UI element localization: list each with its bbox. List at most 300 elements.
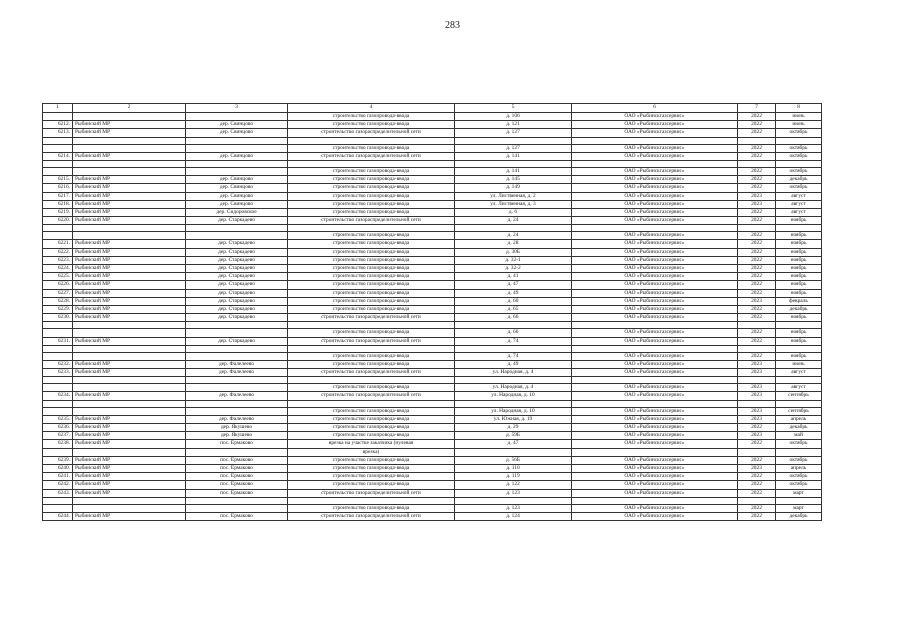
settlement-cell: дер. Сидоровское xyxy=(186,208,288,216)
settlement-cell: пос. Ермаково xyxy=(186,456,288,464)
year-cell: 2022 xyxy=(738,217,776,225)
year-cell: 2023 xyxy=(738,392,776,400)
table-row xyxy=(43,384,822,392)
organization-cell: ОАО «Рыбинскгазсервис» xyxy=(572,256,738,264)
organization-cell: ОАО «Рыбинскгазсервис» xyxy=(572,305,738,313)
district-cell: Рыбинский МР xyxy=(73,456,186,464)
address-cell: д. 122 xyxy=(455,481,572,489)
district-cell xyxy=(73,144,186,152)
organization-cell: ОАО «Рыбинскгазсервис» xyxy=(572,369,738,377)
work-type-cell: строительство газопровода-ввода xyxy=(288,473,455,481)
month-cell: ноябрь xyxy=(776,289,822,297)
settlement-cell: дер. Свинцово xyxy=(186,129,288,137)
organization-cell: ОАО «Рыбинскгазсервис» xyxy=(572,464,738,472)
work-type-cell: строительство газопровода-ввода xyxy=(288,240,455,248)
row-number: 6237. xyxy=(43,432,73,440)
table-row xyxy=(43,289,822,297)
year-cell xyxy=(738,377,776,384)
address-cell: ул. Лиственная, д. 2 xyxy=(455,192,572,200)
work-type-cell: строительство газопровода-ввода xyxy=(288,113,455,121)
table-row xyxy=(43,392,822,400)
district-cell: Рыбинский МР xyxy=(73,208,186,216)
table-row xyxy=(43,322,822,329)
settlement-cell xyxy=(186,377,288,384)
month-cell: октябрь xyxy=(776,481,822,489)
address-cell: д. 110 xyxy=(455,464,572,472)
month-cell xyxy=(776,497,822,504)
district-cell: Рыбинский МР xyxy=(73,176,186,184)
work-type-cell: строительство газопровода-ввода xyxy=(288,384,455,392)
settlement-cell xyxy=(186,144,288,152)
work-type-cell: строительство газопровода-ввода xyxy=(288,256,455,264)
month-cell: октябрь xyxy=(776,144,822,152)
settlement-cell xyxy=(186,345,288,352)
work-type-cell: строительство газопровода-ввода xyxy=(288,289,455,297)
address-cell: д. 60 xyxy=(455,297,572,305)
table-row xyxy=(43,352,822,360)
table-row xyxy=(43,256,822,264)
row-number: 6228. xyxy=(43,297,73,305)
organization-cell: ОАО «Рыбинскгазсервис» xyxy=(572,415,738,423)
table-row xyxy=(43,440,822,448)
header-row xyxy=(43,104,822,113)
address-cell: д. 66 xyxy=(455,314,572,322)
settlement-cell: дер. Старкадево xyxy=(186,217,288,225)
row-number xyxy=(43,407,73,415)
month-cell: февраль xyxy=(776,297,822,305)
district-cell: Рыбинский МР xyxy=(73,512,186,520)
district-cell: Рыбинский МР xyxy=(73,152,186,160)
work-type-cell: строительство газопровода-ввода xyxy=(288,305,455,313)
settlement-cell: дер. Старкадево xyxy=(186,265,288,273)
organization-cell xyxy=(572,160,738,167)
settlement-cell: дер. Свинцово xyxy=(186,184,288,192)
month-cell: сентябрь xyxy=(776,407,822,415)
year-cell: 2022 xyxy=(738,121,776,129)
organization-cell: ОАО «Рыбинскгазсервис» xyxy=(572,248,738,256)
year-cell: 2022 xyxy=(738,289,776,297)
work-type-cell: строительство газопровода-ввода xyxy=(288,273,455,281)
row-number xyxy=(43,329,73,337)
work-type-cell: строительство газопровода-ввода xyxy=(288,424,455,432)
organization-cell: ОАО «Рыбинскгазсервис» xyxy=(572,152,738,160)
month-cell: ноябрь xyxy=(776,256,822,264)
district-cell: Рыбинский МР xyxy=(73,464,186,472)
work-type-cell xyxy=(288,400,455,407)
work-type-cell: строительство газораспределительной сети xyxy=(288,314,455,322)
district-cell: Рыбинский МР xyxy=(73,129,186,137)
row-number: 6222. xyxy=(43,248,73,256)
table-body xyxy=(43,113,822,521)
address-cell xyxy=(455,322,572,329)
row-number xyxy=(43,352,73,360)
settlement-cell xyxy=(186,400,288,407)
settlement-cell: дер. Старкадево xyxy=(186,281,288,289)
month-cell: октябрь xyxy=(776,152,822,160)
year-cell xyxy=(738,225,776,232)
address-cell: д. 41 xyxy=(455,273,572,281)
row-number: 6219. xyxy=(43,208,73,216)
organization-cell xyxy=(572,377,738,384)
settlement-cell xyxy=(186,329,288,337)
district-cell: Рыбинский МР xyxy=(73,281,186,289)
year-cell: 2022 xyxy=(738,314,776,322)
district-cell xyxy=(73,232,186,240)
table-row xyxy=(43,314,822,322)
work-type-cell: строительство газопровода-ввода xyxy=(288,192,455,200)
row-number: 6217. xyxy=(43,192,73,200)
work-type-cell: строительство газопровода-ввода xyxy=(288,432,455,440)
month-cell: ноябрь xyxy=(776,329,822,337)
settlement-cell: пос. Ермаково xyxy=(186,464,288,472)
table-row xyxy=(43,232,822,240)
work-type-cell xyxy=(288,345,455,352)
year-cell: 2022 xyxy=(738,176,776,184)
settlement-cell xyxy=(186,504,288,512)
address-cell: д. 32-1 xyxy=(455,256,572,264)
organization-cell xyxy=(572,497,738,504)
address-cell: д. 149 xyxy=(455,184,572,192)
year-cell: 2022 xyxy=(738,481,776,489)
district-cell: Рыбинский МР xyxy=(73,289,186,297)
work-type-cell: строительство газопровода-ввода xyxy=(288,504,455,512)
table-row xyxy=(43,281,822,289)
work-type-cell: строительство газопровода-ввода xyxy=(288,407,455,415)
address-cell: д. 74 xyxy=(455,337,572,345)
month-cell: август xyxy=(776,200,822,208)
row-number: 6215. xyxy=(43,176,73,184)
table-row xyxy=(43,337,822,345)
row-number xyxy=(43,144,73,152)
table-row xyxy=(43,512,822,520)
district-cell: Рыбинский МР xyxy=(73,489,186,497)
organization-cell: ОАО «Рыбинскгазсервис» xyxy=(572,144,738,152)
header-cell: 8 xyxy=(776,104,822,113)
month-cell: декабрь xyxy=(776,305,822,313)
year-cell xyxy=(738,322,776,329)
address-cell: ул. Народная, д. 4 xyxy=(455,384,572,392)
month-cell: апрель xyxy=(776,415,822,423)
table-row xyxy=(43,248,822,256)
row-number: 6236. xyxy=(43,424,73,432)
district-cell: Рыбинский МР xyxy=(73,273,186,281)
year-cell: 2022 xyxy=(738,440,776,448)
settlement-cell: дер. Старкадево xyxy=(186,314,288,322)
address-cell xyxy=(455,448,572,456)
settlement-cell xyxy=(186,322,288,329)
settlement-cell xyxy=(186,407,288,415)
settlement-cell: дер. Старкадево xyxy=(186,256,288,264)
organization-cell: ОАО «Рыбинскгазсервис» xyxy=(572,232,738,240)
year-cell: 2022 xyxy=(738,489,776,497)
settlement-cell: дер. Фалелеево xyxy=(186,360,288,368)
row-number xyxy=(43,377,73,384)
month-cell: июнь xyxy=(776,113,822,121)
work-type-cell: строительство газопровода-ввода xyxy=(288,232,455,240)
district-cell: Рыбинский МР xyxy=(73,256,186,264)
work-type-cell: строительство газопровода-ввода xyxy=(288,464,455,472)
work-type-cell: строительство газораспределительной сети xyxy=(288,152,455,160)
work-type-cell xyxy=(288,160,455,167)
work-type-cell: строительство газопровода-ввода xyxy=(288,184,455,192)
settlement-cell: дер. Старкадево xyxy=(186,273,288,281)
organization-cell: ОАО «Рыбинскгазсервис» xyxy=(572,314,738,322)
address-cell: д. 141 xyxy=(455,167,572,175)
settlement-cell: дер. Старкадево xyxy=(186,337,288,345)
year-cell: 2022 xyxy=(738,456,776,464)
month-cell: октябрь xyxy=(776,184,822,192)
organization-cell: ОАО «Рыбинскгазсервис» xyxy=(572,289,738,297)
organization-cell: ОАО «Рыбинскгазсервис» xyxy=(572,297,738,305)
settlement-cell xyxy=(186,448,288,456)
district-cell: Рыбинский МР xyxy=(73,248,186,256)
month-cell xyxy=(776,160,822,167)
address-cell: д. 47 xyxy=(455,440,572,448)
header-cell: 1 xyxy=(43,104,73,113)
month-cell: август xyxy=(776,384,822,392)
row-number: 6233. xyxy=(43,369,73,377)
table-row xyxy=(43,167,822,175)
address-cell: д. 56Б xyxy=(455,456,572,464)
table-row xyxy=(43,448,822,456)
address-cell: д. 119 xyxy=(455,473,572,481)
year-cell: 2022 xyxy=(738,265,776,273)
month-cell: декабрь xyxy=(776,176,822,184)
month-cell: октябрь xyxy=(776,129,822,137)
organization-cell: ОАО «Рыбинскгазсервис» xyxy=(572,489,738,497)
district-cell: Рыбинский МР xyxy=(73,314,186,322)
district-cell xyxy=(73,407,186,415)
settlement-cell xyxy=(186,160,288,167)
row-number: 6220. xyxy=(43,217,73,225)
year-cell: 2022 xyxy=(738,512,776,520)
month-cell: август xyxy=(776,369,822,377)
organization-cell: ОАО «Рыбинскгазсервис» xyxy=(572,512,738,520)
organization-cell xyxy=(572,322,738,329)
settlement-cell xyxy=(186,384,288,392)
table-row xyxy=(43,129,822,137)
address-cell: ул. Народная, д. 4 xyxy=(455,369,572,377)
table-row xyxy=(43,415,822,423)
organization-cell: ОАО «Рыбинскгазсервис» xyxy=(572,360,738,368)
district-cell: Рыбинский МР xyxy=(73,337,186,345)
year-cell: 2022 xyxy=(738,113,776,121)
year-cell: 2023 xyxy=(738,360,776,368)
settlement-cell xyxy=(186,352,288,360)
row-number: 6214. xyxy=(43,152,73,160)
table-row xyxy=(43,400,822,407)
month-cell xyxy=(776,137,822,144)
settlement-cell: дер. Фалелеево xyxy=(186,369,288,377)
work-type-cell: строительство газопровода-ввода xyxy=(288,208,455,216)
work-type-cell: строительство газопровода-ввода xyxy=(288,360,455,368)
row-number: 6241. xyxy=(43,473,73,481)
month-cell: ноябрь xyxy=(776,352,822,360)
year-cell: 2023 xyxy=(738,297,776,305)
work-type-cell: строительство газопровода-ввода xyxy=(288,456,455,464)
year-cell: 2022 xyxy=(738,337,776,345)
row-number: 6229. xyxy=(43,305,73,313)
year-cell: 2022 xyxy=(738,329,776,337)
table-row xyxy=(43,137,822,144)
row-number: 6212. xyxy=(43,121,73,129)
table-row xyxy=(43,160,822,167)
work-type-cell: строительство газораспределительной сети xyxy=(288,217,455,225)
table-row xyxy=(43,265,822,273)
district-cell xyxy=(73,322,186,329)
month-cell: июнь xyxy=(776,360,822,368)
row-number: 6223. xyxy=(43,256,73,264)
address-cell: д. 121 xyxy=(455,121,572,129)
work-type-cell: строительство газораспределительной сети xyxy=(288,337,455,345)
month-cell: ноябрь xyxy=(776,232,822,240)
work-type-cell: строительство газопровода-ввода xyxy=(288,144,455,152)
district-cell xyxy=(73,113,186,121)
address-cell: д. 145 xyxy=(455,176,572,184)
settlement-cell xyxy=(186,113,288,121)
month-cell: март xyxy=(776,489,822,497)
settlement-cell: дер. Старкадево xyxy=(186,305,288,313)
work-type-cell: строительство газопровода-ввода xyxy=(288,481,455,489)
settlement-cell: пос. Ермаково xyxy=(186,473,288,481)
address-cell: д. 141 xyxy=(455,152,572,160)
work-type-cell: строительство газораспределительной сети xyxy=(288,369,455,377)
year-cell: 2023 xyxy=(738,464,776,472)
year-cell: 2022 xyxy=(738,248,776,256)
year-cell: 2022 xyxy=(738,424,776,432)
work-type-cell: строительство газопровода-ввода xyxy=(288,121,455,129)
table-row xyxy=(43,360,822,368)
table-row xyxy=(43,481,822,489)
data-table xyxy=(42,103,822,521)
year-cell: 2023 xyxy=(738,192,776,200)
settlement-cell: пос. Ермаково xyxy=(186,481,288,489)
address-cell xyxy=(455,497,572,504)
year-cell: 2022 xyxy=(738,240,776,248)
address-cell: ул. Лиственная, д. 3 xyxy=(455,200,572,208)
month-cell xyxy=(776,225,822,232)
month-cell: октябрь xyxy=(776,167,822,175)
organization-cell xyxy=(572,137,738,144)
header-cell: 5 xyxy=(455,104,572,113)
address-cell: д. 30Б xyxy=(455,248,572,256)
table-row xyxy=(43,200,822,208)
settlement-cell: дер. Старкадево xyxy=(186,240,288,248)
settlement-cell xyxy=(186,167,288,175)
month-cell: ноябрь xyxy=(776,265,822,273)
organization-cell: ОАО «Рыбинскгазсервис» xyxy=(572,273,738,281)
work-type-cell xyxy=(288,322,455,329)
address-cell xyxy=(455,345,572,352)
year-cell: 2023 xyxy=(738,415,776,423)
month-cell: ноябрь xyxy=(776,248,822,256)
month-cell: август xyxy=(776,208,822,216)
header-cell: 7 xyxy=(738,104,776,113)
organization-cell: ОАО «Рыбинскгазсервис» xyxy=(572,208,738,216)
settlement-cell xyxy=(186,137,288,144)
organization-cell: ОАО «Рыбинскгазсервис» xyxy=(572,113,738,121)
organization-cell: ОАО «Рыбинскгазсервис» xyxy=(572,456,738,464)
district-cell xyxy=(73,400,186,407)
organization-cell: ОАО «Рыбинскгазсервис» xyxy=(572,265,738,273)
row-number: 6216. xyxy=(43,184,73,192)
table-row xyxy=(43,273,822,281)
settlement-cell: пос. Ермаково xyxy=(186,489,288,497)
organization-cell: ОАО «Рыбинскгазсервис» xyxy=(572,384,738,392)
row-number: 6240. xyxy=(43,464,73,472)
row-number: 6243. xyxy=(43,489,73,497)
work-type-cell: строительство газопровода-ввода xyxy=(288,200,455,208)
year-cell: 2022 xyxy=(738,152,776,160)
header-cell: 2 xyxy=(73,104,186,113)
district-cell: Рыбинский МР xyxy=(73,121,186,129)
table-row xyxy=(43,432,822,440)
district-cell: Рыбинский МР xyxy=(73,415,186,423)
settlement-cell: пос. Ермаково xyxy=(186,440,288,448)
settlement-cell xyxy=(186,497,288,504)
work-type-cell: строительство газопровода-ввода xyxy=(288,415,455,423)
address-cell: д. 47 xyxy=(455,281,572,289)
address-cell: д. 24 xyxy=(455,232,572,240)
work-type-cell xyxy=(288,377,455,384)
address-cell: д. 32-2 xyxy=(455,265,572,273)
settlement-cell: дер. Фалелеево xyxy=(186,392,288,400)
work-type-cell: строительство газопровода-ввода xyxy=(288,281,455,289)
address-cell: д. 106 xyxy=(455,113,572,121)
year-cell: 2022 xyxy=(738,273,776,281)
address-cell: ул. Народная, д. 10 xyxy=(455,392,572,400)
district-cell: Рыбинский МР xyxy=(73,265,186,273)
district-cell xyxy=(73,377,186,384)
address-cell: ул. Южная, д. 19 xyxy=(455,415,572,423)
month-cell xyxy=(776,400,822,407)
address-cell xyxy=(455,225,572,232)
row-number: 6231. xyxy=(43,337,73,345)
address-cell: д. 124 xyxy=(455,512,572,520)
organization-cell: ОАО «Рыбинскгазсервис» xyxy=(572,192,738,200)
district-cell xyxy=(73,225,186,232)
month-cell: ноябрь xyxy=(776,273,822,281)
work-type-cell: строительство газопровода-ввода xyxy=(288,329,455,337)
settlement-cell: пос. Ермаково xyxy=(186,512,288,520)
year-cell: 2022 xyxy=(738,504,776,512)
organization-cell: ОАО «Рыбинскгазсервис» xyxy=(572,129,738,137)
organization-cell: ОАО «Рыбинскгазсервис» xyxy=(572,352,738,360)
table-row xyxy=(43,497,822,504)
district-cell: Рыбинский МР xyxy=(73,440,186,448)
row-number: 6226. xyxy=(43,281,73,289)
district-cell: Рыбинский МР xyxy=(73,305,186,313)
month-cell: ноябрь xyxy=(776,337,822,345)
month-cell: апрель xyxy=(776,464,822,472)
row-number: 6225. xyxy=(43,273,73,281)
month-cell: ноябрь xyxy=(776,314,822,322)
table-row xyxy=(43,345,822,352)
organization-cell: ОАО «Рыбинскгазсервис» xyxy=(572,473,738,481)
year-cell xyxy=(738,345,776,352)
district-cell xyxy=(73,329,186,337)
year-cell: 2022 xyxy=(738,232,776,240)
month-cell: декабрь xyxy=(776,424,822,432)
address-cell: д. 24 xyxy=(455,217,572,225)
row-number xyxy=(43,113,73,121)
month-cell: ноябрь xyxy=(776,240,822,248)
district-cell xyxy=(73,167,186,175)
month-cell xyxy=(776,322,822,329)
table-row xyxy=(43,208,822,216)
row-number xyxy=(43,137,73,144)
address-cell: д. 127 xyxy=(455,129,572,137)
